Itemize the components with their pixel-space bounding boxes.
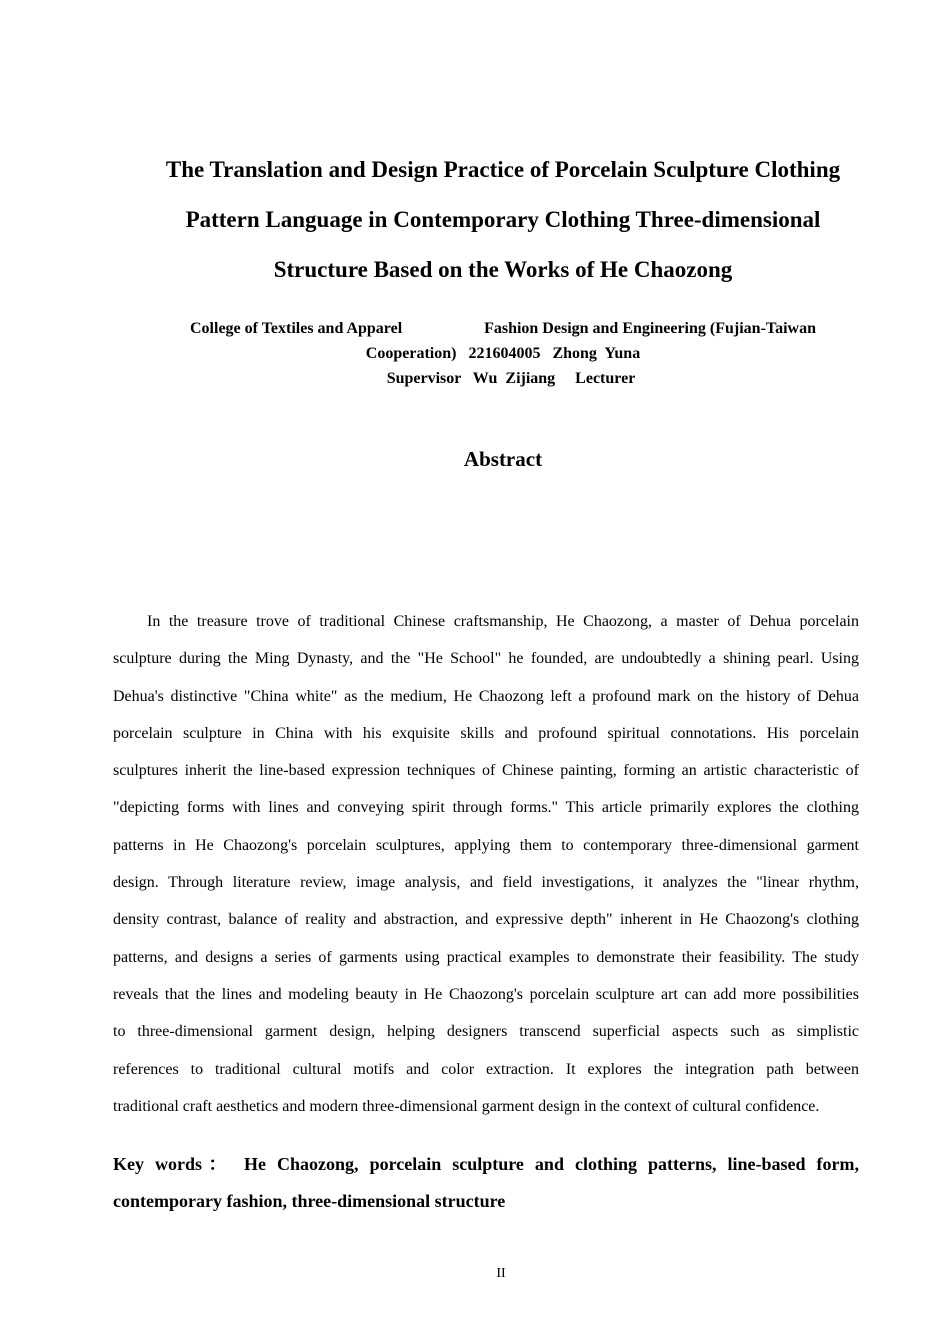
abstract-heading: Abstract — [463, 447, 543, 471]
author-line-1 — [190, 316, 816, 341]
abstract-line: Dehua's distinctive "China white" as the medium, He Chaozong left a profound mark on the history of Dehua — [113, 687, 859, 705]
abstract-line: design. Through literature review, image analysis, and field investigations, it analyzes the "linear rhythm, — [113, 874, 859, 892]
title-line-1: The Translation and Design Practice of Porcelain Sculpture Clothing — [165, 157, 841, 182]
paper-title — [130, 145, 876, 295]
abstract-line: density contrast, balance of reality and abstraction, and expressive depth" inherent in He Chaozong's clothing — [113, 911, 859, 929]
author-info — [190, 316, 816, 391]
abstract-line: reveals that the lines and modeling beauty in He Chaozong's porcelain sculpture art can add more possibilities — [113, 985, 859, 1003]
abstract-body — [113, 603, 859, 1125]
abstract-line: references to traditional cultural motifs and color extraction. It explores the integration path between — [113, 1060, 859, 1078]
abstract-line: porcelain sculpture in China with his exquisite skills and profound spiritual connotations. His porcelain — [113, 724, 859, 742]
abstract-line: sculpture during the Ming Dynasty, and the "He School" he founded, are undoubtedly a shining pearl. Using — [113, 650, 859, 668]
supervisor-line: Supervisor Wu Zijiang Lecturer — [386, 370, 636, 387]
abstract-line: to three-dimensional garment design, helping designers transcend superficial aspects such as simplistic — [113, 1023, 859, 1041]
abstract-line: traditional craft aesthetics and modern three-dimensional garment design in the context of cultural confidence. — [113, 1097, 820, 1115]
abstract-line: patterns, and designs a series of garments using practical examples to demonstrate their feasibility. The study — [113, 948, 859, 966]
title-line-2: Pattern Language in Contemporary Clothing Three-dimensional — [185, 207, 821, 232]
abstract-line: "depicting forms with lines and conveying spirit through forms." This article primarily explores the clothing — [113, 799, 859, 817]
keywords — [113, 1146, 859, 1220]
author-line-2: Cooperation) 221604005 Zhong Yuna — [365, 345, 641, 362]
abstract-line: patterns in He Chaozong's porcelain sculptures, applying them to contemporary three-dimensional garment — [113, 836, 859, 854]
keywords-line-1: Key words： He Chaozong, porcelain sculpture and clothing patterns, line-based form, — [113, 1154, 859, 1174]
major-name: Fashion Design and Engineering (Fujian-Taiwan — [484, 320, 816, 337]
abstract-line: In the treasure trove of traditional Chinese craftsmanship, He Chaozong, a master of Dehua porcelain — [147, 613, 859, 630]
college-name: College of Textiles and Apparel — [190, 320, 403, 337]
abstract-line: sculptures inherit the line-based expression techniques of Chinese painting, forming an artistic characteristic of — [113, 762, 859, 780]
keywords-line-2: contemporary fashion, three-dimensional structure — [113, 1191, 506, 1211]
title-line-3: Structure Based on the Works of He Chaozong — [273, 257, 733, 282]
page-number: II — [496, 1266, 506, 1281]
